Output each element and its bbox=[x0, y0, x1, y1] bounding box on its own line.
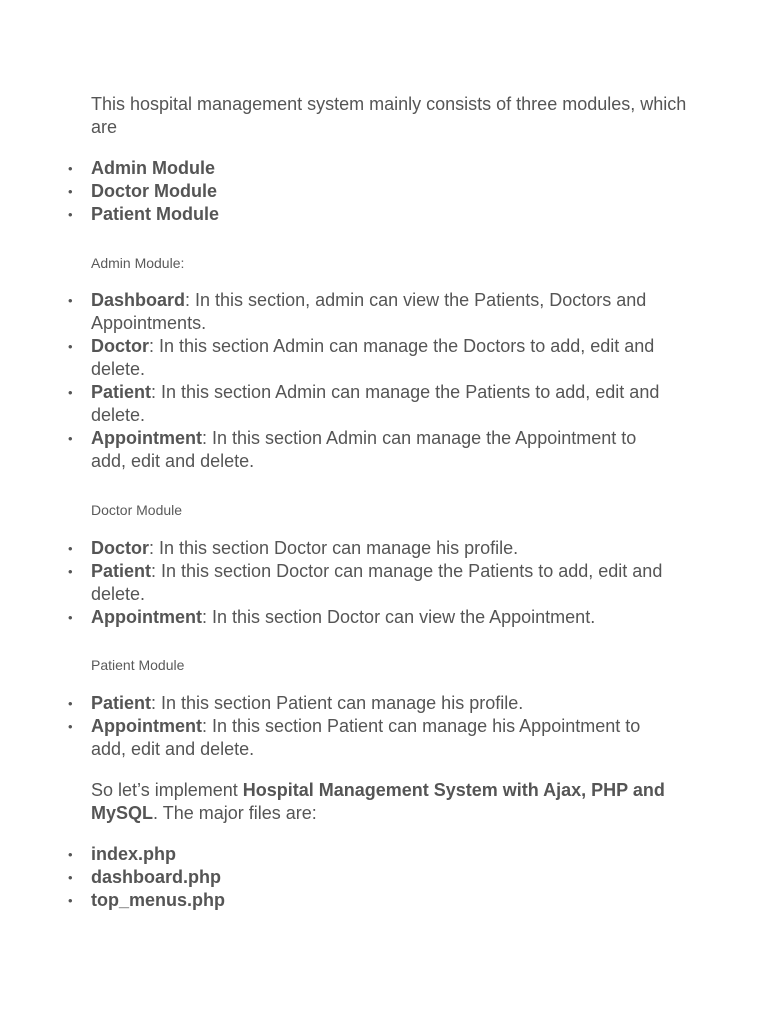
item-description: : In this section Doctor can manage the Patients to add, edit and delete. bbox=[91, 561, 663, 604]
bullet-icon: • bbox=[68, 719, 73, 734]
bullet-icon: • bbox=[68, 541, 73, 556]
file-name: index.php bbox=[91, 844, 176, 864]
bullet-icon: • bbox=[68, 564, 73, 579]
item-description: : In this section Admin can manage the Patients to add, edit and delete. bbox=[91, 382, 660, 425]
item-term: Patient bbox=[91, 561, 152, 581]
list-item bbox=[0, 866, 768, 889]
list-item bbox=[0, 537, 768, 560]
item-term: Doctor bbox=[91, 336, 149, 356]
list-item bbox=[0, 180, 768, 203]
module-name: Admin Module bbox=[91, 158, 215, 178]
patient-module-caption: Patient Module bbox=[91, 657, 185, 673]
implement-prefix: So let’s implement bbox=[91, 780, 243, 800]
intro-paragraph: This hospital management system mainly consists of three modules, which are bbox=[91, 94, 687, 137]
list-item bbox=[0, 606, 768, 629]
bullet-icon: • bbox=[68, 847, 73, 862]
list-item bbox=[0, 335, 768, 381]
list-item bbox=[0, 381, 768, 427]
list-item bbox=[0, 427, 768, 473]
file-name: dashboard.php bbox=[91, 867, 221, 887]
item-term: Patient bbox=[91, 382, 152, 402]
admin-module-list bbox=[0, 289, 768, 473]
item-term: Dashboard bbox=[91, 290, 186, 310]
bullet-icon: • bbox=[68, 696, 73, 711]
implement-title: Hospital Management System with Ajax, PHP and MySQL bbox=[91, 780, 665, 823]
item-description: : In this section Doctor can manage his profile. bbox=[149, 538, 519, 558]
item-description: : In this section, admin can view the Patients, Doctors and Appointments. bbox=[91, 290, 647, 333]
bullet-icon: • bbox=[68, 293, 73, 308]
list-item bbox=[0, 560, 768, 606]
modules-list bbox=[0, 157, 768, 226]
admin-module-caption: Admin Module: bbox=[91, 255, 185, 271]
list-item bbox=[0, 843, 768, 866]
module-name: Patient Module bbox=[91, 204, 220, 224]
list-item bbox=[0, 889, 768, 912]
item-description: : In this section Patient can manage his profile. bbox=[151, 693, 524, 713]
item-term: Appointment bbox=[91, 716, 202, 736]
doctor-module-caption: Doctor Module bbox=[91, 502, 183, 518]
patient-module-list bbox=[0, 692, 768, 761]
item-description: : In this section Patient can manage his Appointment to add, edit and delete. bbox=[91, 716, 641, 759]
bullet-icon: • bbox=[68, 610, 73, 625]
list-item bbox=[0, 715, 768, 761]
implement-suffix: . The major files are: bbox=[153, 803, 317, 823]
bullet-icon: • bbox=[68, 184, 73, 199]
bullet-icon: • bbox=[68, 385, 73, 400]
bullet-icon: • bbox=[68, 870, 73, 885]
bullet-icon: • bbox=[68, 339, 73, 354]
bullet-icon: • bbox=[68, 431, 73, 446]
list-item bbox=[0, 157, 768, 180]
bullet-icon: • bbox=[68, 207, 73, 222]
implement-paragraph bbox=[91, 779, 687, 825]
file-name: top_menus.php bbox=[91, 890, 225, 910]
item-term: Appointment bbox=[91, 607, 202, 627]
item-description: : In this section Doctor can view the Appointment. bbox=[201, 607, 596, 627]
bullet-icon: • bbox=[68, 161, 73, 176]
item-term: Patient bbox=[91, 693, 152, 713]
list-item bbox=[0, 289, 768, 335]
files-list bbox=[0, 843, 768, 912]
item-term: Appointment bbox=[91, 428, 202, 448]
item-term: Doctor bbox=[91, 538, 149, 558]
item-description: : In this section Admin can manage the Appointment to add, edit and delete. bbox=[91, 428, 637, 471]
list-item bbox=[0, 692, 768, 715]
doctor-module-list bbox=[0, 537, 768, 629]
module-name: Doctor Module bbox=[91, 181, 217, 201]
list-item bbox=[0, 203, 768, 226]
bullet-icon: • bbox=[68, 893, 73, 908]
item-description: : In this section Admin can manage the Doctors to add, edit and delete. bbox=[91, 336, 655, 379]
